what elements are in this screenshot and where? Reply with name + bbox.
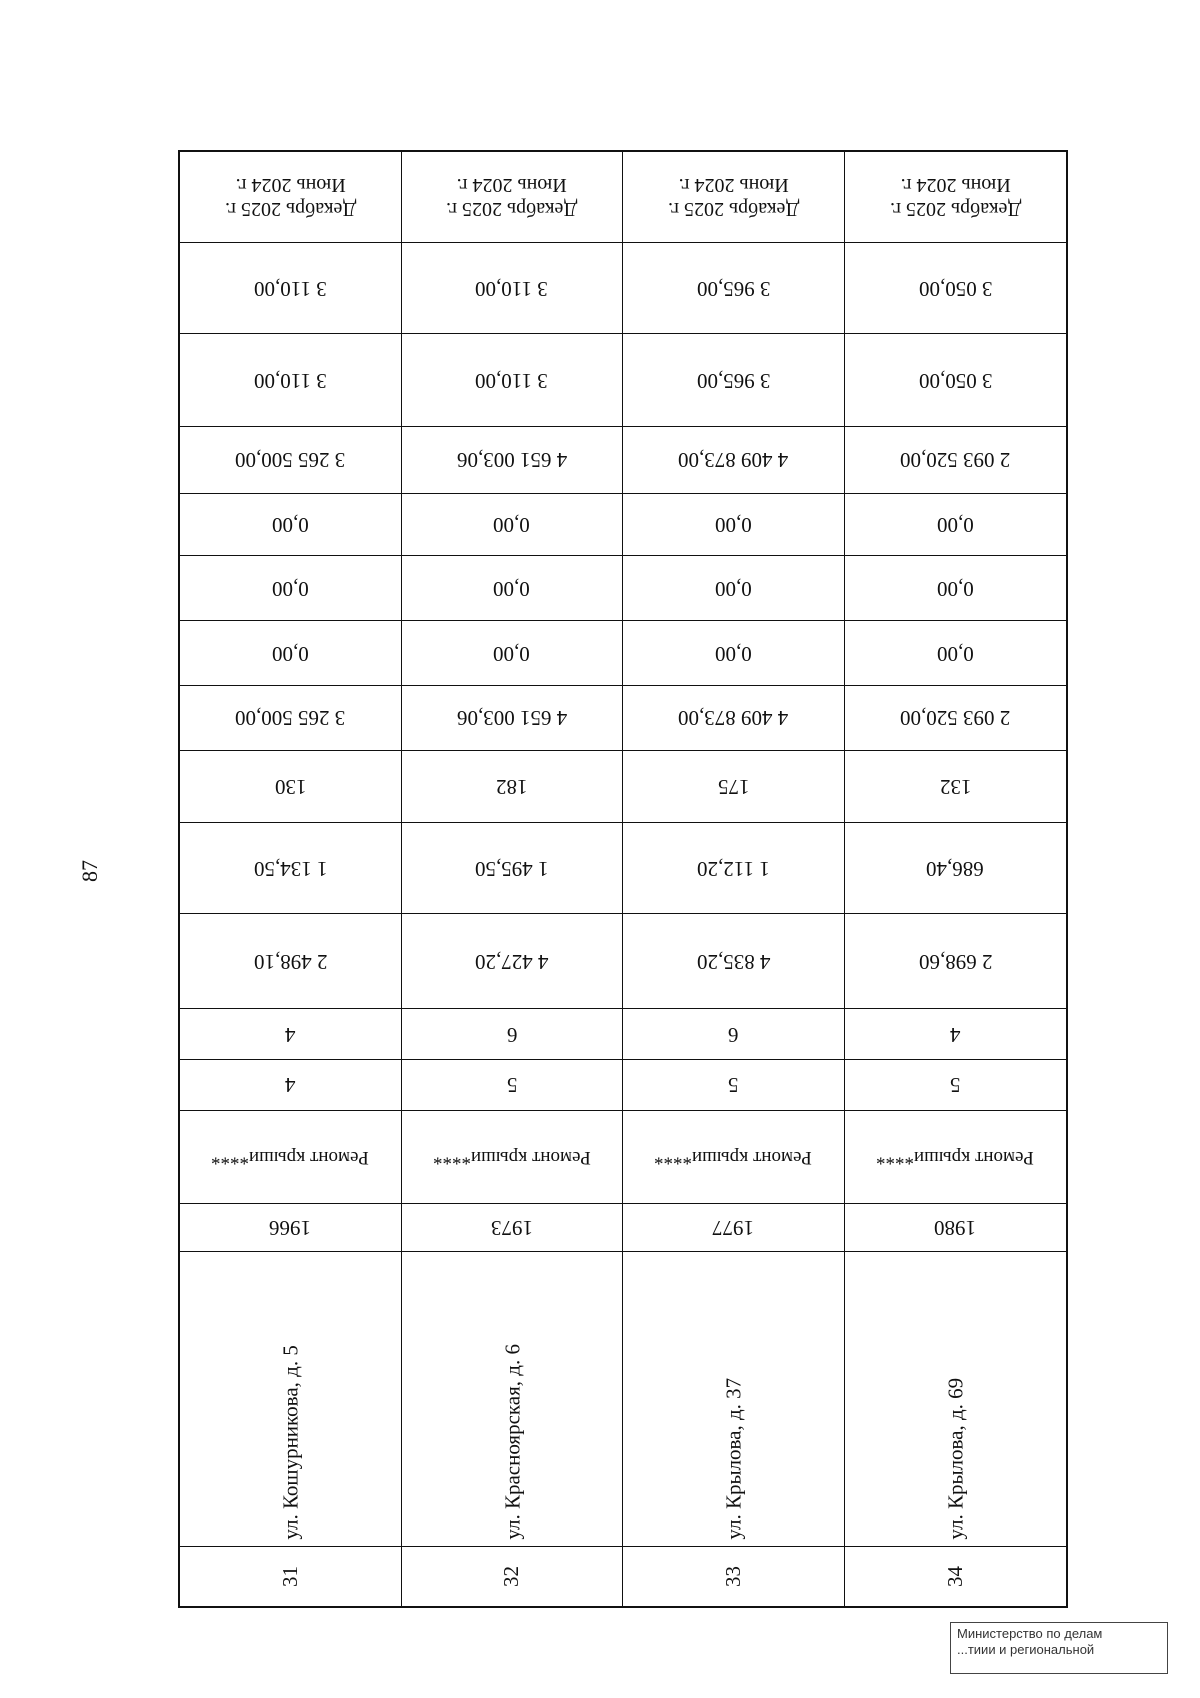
work-type-cell: [845, 1111, 1067, 1204]
cell-value: 0,00: [271, 513, 309, 538]
cell-value: 1966: [269, 1215, 312, 1240]
cell-value: 6: [506, 1022, 517, 1047]
regional-funds-cell: [402, 556, 623, 621]
address-cell: [845, 1252, 1067, 1547]
cell-value: 1 112,20: [696, 856, 770, 881]
residents-cell: [845, 751, 1067, 824]
address-cell: [402, 1252, 623, 1547]
regional-funds-cell: [845, 556, 1067, 621]
cell-value: Ремонт крыши****: [876, 1146, 1035, 1168]
table-row: [402, 152, 624, 1606]
cell-value: 3 110,00: [253, 276, 327, 301]
federal-funds-cell: [623, 621, 844, 686]
total-cost-cell: [180, 686, 401, 751]
cell-value: 3 110,00: [475, 368, 549, 393]
cell-value: 0,00: [714, 576, 752, 601]
unit-cost-cell: [845, 334, 1067, 427]
address-text: ул. Крылова, д. 69: [943, 1377, 968, 1540]
period-start: Июнь 2024 г.: [678, 174, 789, 196]
floors-cell: [180, 1060, 401, 1111]
entrances-cell: [845, 1009, 1067, 1060]
local-funds-cell: [623, 494, 844, 557]
cell-value: 1 495,50: [475, 856, 549, 881]
cell-value: Ремонт крыши****: [211, 1146, 370, 1168]
cell-value: 3 965,00: [696, 276, 770, 301]
cell-value: 2 698,60: [918, 949, 992, 974]
period-cell: [402, 152, 623, 243]
cell-value: 4 427,20: [475, 949, 549, 974]
period-cell: [623, 152, 844, 243]
work-type-cell: [623, 1111, 844, 1204]
cell-value: 4 651 003,06: [456, 706, 567, 731]
cell-value: 0,00: [936, 576, 974, 601]
period-end: Декабрь 2025 г.: [667, 198, 799, 220]
roof-area-cell: [623, 823, 844, 914]
row-number: 31: [277, 1566, 302, 1588]
period-end: Декабрь 2025 г.: [446, 198, 578, 220]
row-number: 34: [942, 1566, 967, 1588]
total-area-cell: [402, 914, 623, 1009]
stamp-line-1: Министерство по делам: [957, 1626, 1103, 1641]
entrances-cell: [402, 1009, 623, 1060]
cell-value: 0,00: [714, 641, 752, 666]
unit-cost-cell: [623, 334, 844, 427]
cell-value: 5: [506, 1073, 517, 1098]
cell-value: Ремонт крыши****: [432, 1146, 591, 1168]
work-type-cell: [402, 1111, 623, 1204]
period-start: Июнь 2024 г.: [235, 174, 346, 196]
owners-funds-cell: [623, 427, 844, 494]
cell-value: 2 093 520,00: [900, 448, 1011, 473]
cell-value: 3 050,00: [918, 368, 992, 393]
max-unit-cost-cell: [845, 243, 1067, 334]
cell-value: 6: [728, 1022, 739, 1047]
total-cost-cell: [402, 686, 623, 751]
cell-value: 0,00: [714, 513, 752, 538]
cell-value: 0,00: [936, 513, 974, 538]
cell-value: 4: [285, 1022, 296, 1047]
unit-cost-cell: [180, 334, 401, 427]
local-funds-cell: [180, 494, 401, 557]
local-funds-cell: [845, 494, 1067, 557]
cell-value: 1977: [712, 1215, 755, 1240]
floors-cell: [845, 1060, 1067, 1111]
max-unit-cost-cell: [623, 243, 844, 334]
cell-value: 175: [717, 774, 749, 799]
cell-value: 4 409 873,00: [678, 706, 789, 731]
roof-area-cell: [180, 823, 401, 914]
cell-value: Ремонт крыши****: [654, 1146, 813, 1168]
regional-funds-cell: [180, 556, 401, 621]
row-number: 33: [720, 1566, 745, 1588]
ministry-stamp: [950, 1622, 1168, 1674]
owners-funds-cell: [845, 427, 1067, 494]
total-area-cell: [845, 914, 1067, 1009]
row-number-cell: [180, 1547, 401, 1606]
period-start: Июнь 2024 г.: [456, 174, 567, 196]
period-end: Декабрь 2025 г.: [224, 198, 356, 220]
cell-value: 4: [950, 1022, 961, 1047]
address-text: ул. Кошурникова, д. 5: [278, 1344, 303, 1540]
owners-funds-cell: [180, 427, 401, 494]
local-funds-cell: [402, 494, 623, 557]
cell-value: 3 110,00: [253, 368, 327, 393]
cell-value: 3 265 500,00: [235, 706, 346, 731]
entrances-cell: [180, 1009, 401, 1060]
cell-value: 1 134,50: [253, 856, 327, 881]
roof-area-cell: [845, 823, 1067, 914]
row-number-cell: [845, 1547, 1067, 1606]
cell-value: 132: [939, 774, 971, 799]
work-type-cell: [180, 1111, 401, 1204]
cell-value: 1980: [934, 1215, 977, 1240]
cell-value: 5: [728, 1073, 739, 1098]
federal-funds-cell: [180, 621, 401, 686]
federal-funds-cell: [402, 621, 623, 686]
table-row: [180, 152, 402, 1606]
row-number-cell: [402, 1547, 623, 1606]
cell-value: 182: [496, 774, 528, 799]
capital-repair-table: [178, 150, 1068, 1608]
cell-value: 5: [950, 1073, 961, 1098]
unit-cost-cell: [402, 334, 623, 427]
row-number-cell: [623, 1547, 844, 1606]
federal-funds-cell: [845, 621, 1067, 686]
period-cell: [180, 152, 401, 243]
residents-cell: [180, 751, 401, 824]
year-cell: [623, 1204, 844, 1253]
table-row: [623, 152, 845, 1606]
cell-value: 2 093 520,00: [900, 706, 1011, 731]
cell-value: 0,00: [493, 641, 531, 666]
total-area-cell: [180, 914, 401, 1009]
max-unit-cost-cell: [402, 243, 623, 334]
cell-value: 3 050,00: [918, 276, 992, 301]
total-area-cell: [623, 914, 844, 1009]
row-number: 32: [499, 1566, 524, 1588]
cell-value: 4 409 873,00: [678, 448, 789, 473]
cell-value: 0,00: [493, 576, 531, 601]
cell-value: 4 835,20: [696, 949, 770, 974]
floors-cell: [402, 1060, 623, 1111]
max-unit-cost-cell: [180, 243, 401, 334]
cell-value: 2 498,10: [253, 949, 327, 974]
entrances-cell: [623, 1009, 844, 1060]
residents-cell: [402, 751, 623, 824]
total-cost-cell: [845, 686, 1067, 751]
period-end: Декабрь 2025 г.: [889, 198, 1021, 220]
residents-cell: [623, 751, 844, 824]
cell-value: 130: [274, 774, 306, 799]
cell-value: 4 651 003,06: [456, 448, 567, 473]
cell-value: 4: [285, 1073, 296, 1098]
page-number: 87: [77, 860, 102, 882]
year-cell: [180, 1204, 401, 1253]
roof-area-cell: [402, 823, 623, 914]
floors-cell: [623, 1060, 844, 1111]
cell-value: 0,00: [271, 641, 309, 666]
owners-funds-cell: [402, 427, 623, 494]
stamp-line-2: ...тиии и региональной: [957, 1642, 1095, 1657]
table-row: [845, 152, 1067, 1606]
address-cell: [623, 1252, 844, 1547]
total-cost-cell: [623, 686, 844, 751]
cell-value: 3 965,00: [696, 368, 770, 393]
address-cell: [180, 1252, 401, 1547]
cell-value: 0,00: [936, 641, 974, 666]
cell-value: 686,40: [926, 856, 985, 881]
cell-value: 3 265 500,00: [235, 448, 346, 473]
year-cell: [845, 1204, 1067, 1253]
regional-funds-cell: [623, 556, 844, 621]
address-text: ул. Крылова, д. 37: [721, 1377, 746, 1540]
year-cell: [402, 1204, 623, 1253]
cell-value: 0,00: [493, 513, 531, 538]
address-text: ул. Красноярская, д. 6: [500, 1343, 525, 1540]
period-start: Июнь 2024 г.: [900, 174, 1011, 196]
cell-value: 1973: [490, 1215, 533, 1240]
period-cell: [845, 152, 1067, 243]
cell-value: 0,00: [271, 576, 309, 601]
cell-value: 3 110,00: [475, 276, 549, 301]
